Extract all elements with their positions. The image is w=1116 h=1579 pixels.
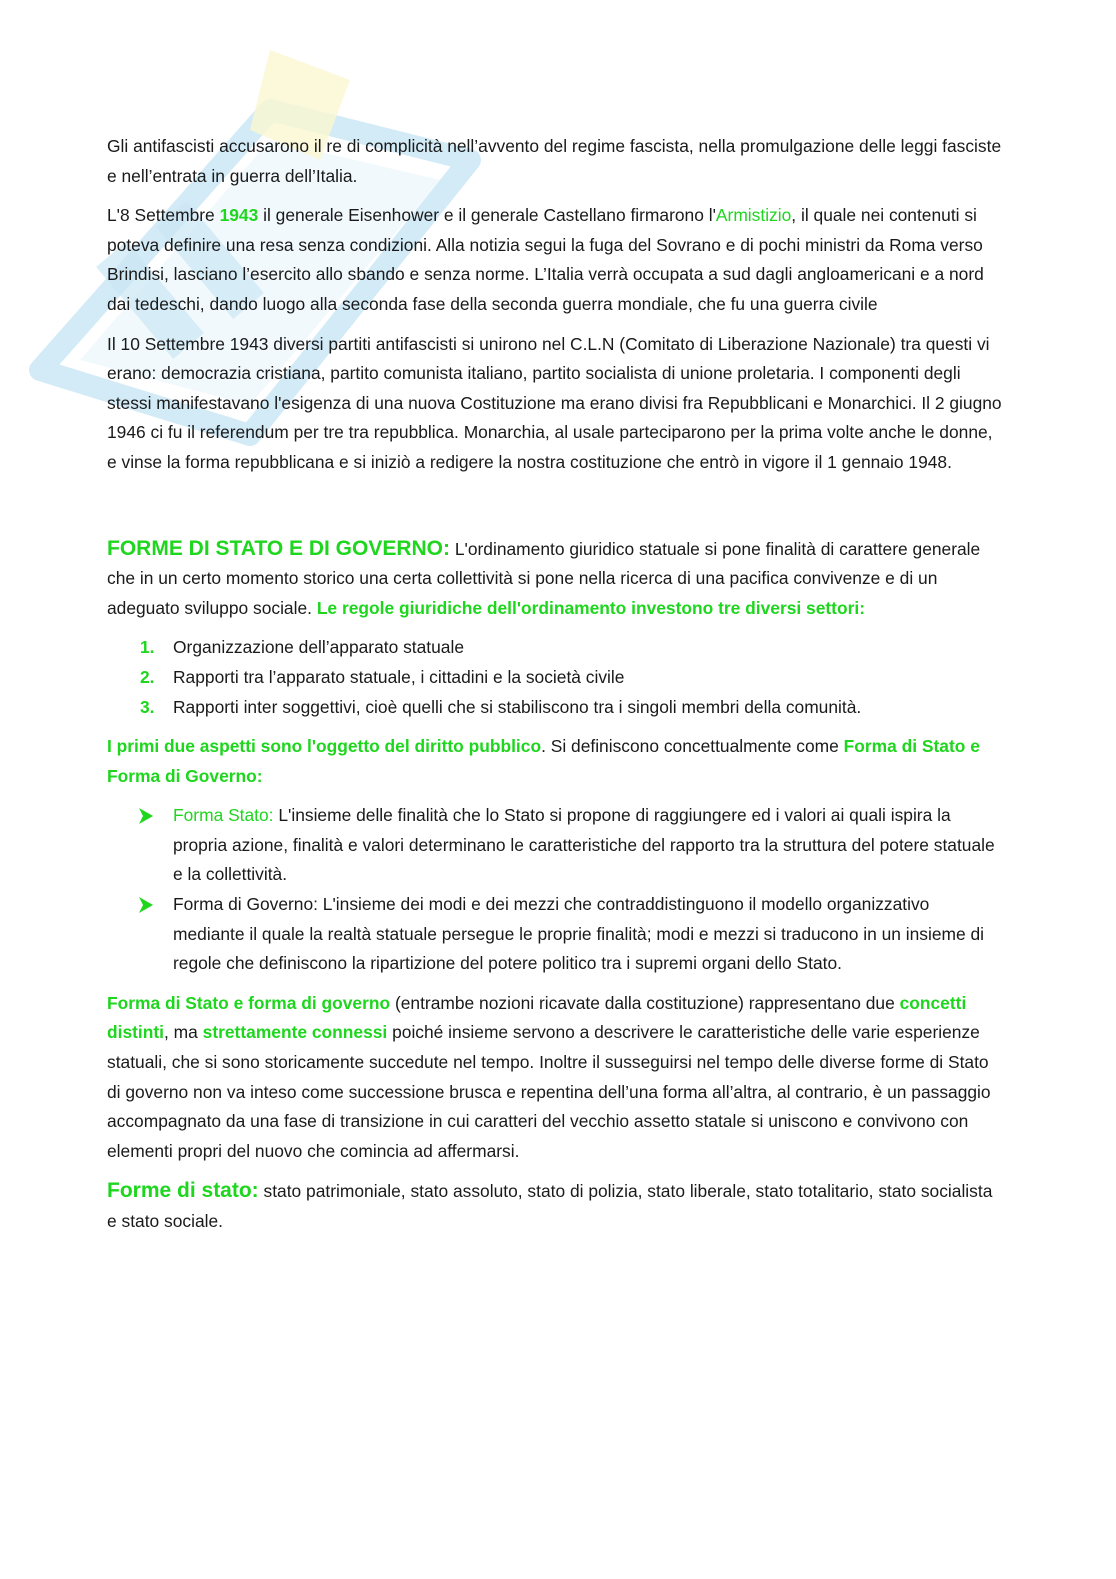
list-item [107, 663, 1002, 693]
highlight-text: Forma di Stato e forma di governo [107, 992, 391, 1013]
arrow-bullet-icon [139, 897, 153, 913]
list-item [107, 693, 1002, 723]
highlight-text: Le regole giuridiche dell'ordinamento investono tre diversi settori: [316, 597, 865, 618]
list-item [107, 890, 1002, 979]
text: il generale Eisenhower e il generale Castellano firmarono l' [258, 205, 716, 226]
arrow-bullet-icon [139, 808, 153, 824]
text: L'8 Settembre [107, 205, 220, 226]
paragraph-armistizio [107, 201, 1002, 319]
list-number: 3. [140, 696, 155, 717]
paragraph-forma-stato-governo [107, 989, 1002, 1167]
bullet-label: Forma Stato: [173, 805, 274, 826]
list-item-text: Organizzazione dell’apparato statuale [173, 637, 464, 658]
document-body [107, 132, 1002, 1247]
text: (entrambe nozioni ricavate dalla costituzione) rappresentano due [390, 992, 900, 1013]
text: stato patrimoniale, stato assoluto, stato di polizia, stato liberale, stato totalitario, stato socialista e stato sociale. [107, 1181, 993, 1231]
highlight-year: 1943 [219, 205, 259, 226]
bullet-list [107, 801, 1002, 979]
list-item-text: Rapporti tra l’apparato statuale, i cittadini e la società civile [173, 666, 625, 687]
list-number: 2. [140, 666, 155, 687]
paragraph-forme-di-stato [107, 1176, 1002, 1236]
text: poiché insieme servono a descrivere le caratteristiche delle varie esperienze statuali, che si sono storicamente succedute nel tempo. Inoltre il susseguirsi nel tempo delle diverse forme di Stato di governo non va inteso come successione brusca e repentina dell’una forma all’altra, al contrario, è un passaggio accompagnato da una fase di transizione in cui caratteri del vecchio assetto statale si uniscono e convivono con elementi propri del nuovo che comincia ad affermarsi. [107, 1022, 991, 1161]
list-item-text: L'insieme delle finalità che lo Stato si propone di raggiungere ed i valori ai quali ispira la propria azione, finalità e valori determinano le caratteristiche del rapporto tra la struttura del potere statuale e la collettività. [173, 805, 995, 885]
spacer [107, 488, 1002, 534]
text: , il quale nei contenuti si poteva definire una resa senza condizioni. Alla notizia segui la fuga del Sovrano e di pochi ministri da Roma verso Brindisi, lasciano l’esercito allo sbando e senza norme. L’Italia verrà occupata a sud dagli angloamericani e a nord dai tedeschi, dando luogo alla seconda fase della seconda guerra mondiale, che fu una guerra civile [107, 205, 984, 314]
numbered-list [107, 633, 1002, 722]
list-item-text: Forma di Governo: L'insieme dei modi e dei mezzi che contraddistinguono il modello organizzativo mediante il quale la realtà statuale persegue le proprie finalità; modi e mezzi si traducono in un insieme di regole che definiscono la ripartizione del potere politico tra i supremi organi dello Stato. [173, 894, 985, 974]
text: , ma [164, 1022, 203, 1043]
text: L'ordinamento giuridico statuale si pone finalità di carattere generale che in un certo momento storico una certa collettività si pone nella ricerca di una pacifica convivenze e di un adeguato sviluppo sociale. [107, 538, 981, 618]
list-item [107, 801, 1002, 890]
paragraph-cln: Il 10 Settembre 1943 diversi partiti antifascisti si unirono nel C.L.N (Comitato di Liberazione Nazionale) tra questi vi erano: democrazia cristiana, partito comunista italiano, partito socialista di unione proletaria. I componenti degli stessi manifestavano l'esigenza di una nuova Costituzione ma erano divisi fra Repubblicani e Monarchici. Il 2 giugno 1946 ci fu il referendum per tre tra repubblica. Monarchia, al usale parteciparono per la prima volte anche le donne, e vinse la forma repubblicana e si iniziò a redigere la nostra costituzione che entrò in vigore il 1 gennaio 1948. [107, 333, 1002, 472]
paragraph-antifascisti: Gli antifascisti accusarono il re di complicità nell’avvento del regime fascista, nella promulgazione delle leggi fasciste e nell’entrata in guerra dell’Italia. [107, 136, 1002, 186]
text: . Si definiscono concettualmente come [541, 736, 844, 757]
highlight-armistizio: Armistizio [715, 205, 792, 226]
paragraph-forme [107, 534, 1002, 624]
highlight-text: I primi due aspetti sono l'oggetto del diritto pubblico [107, 736, 542, 757]
section-heading: FORME DI STATO E DI GOVERNO: [107, 536, 451, 560]
list-item-text: Rapporti inter soggettivi, cioè quelli che si stabiliscono tra i singoli membri della comunità. [173, 696, 862, 717]
paragraph-primi [107, 732, 1002, 791]
highlight-text: concetti distinti [107, 992, 967, 1043]
list-item [107, 633, 1002, 663]
highlight-text: strettamente connessi [202, 1022, 388, 1043]
section-heading: Forme di stato: [107, 1179, 259, 1203]
list-number: 1. [140, 637, 155, 658]
highlight-text: Forma di Stato e Forma di Governo: [107, 736, 980, 786]
